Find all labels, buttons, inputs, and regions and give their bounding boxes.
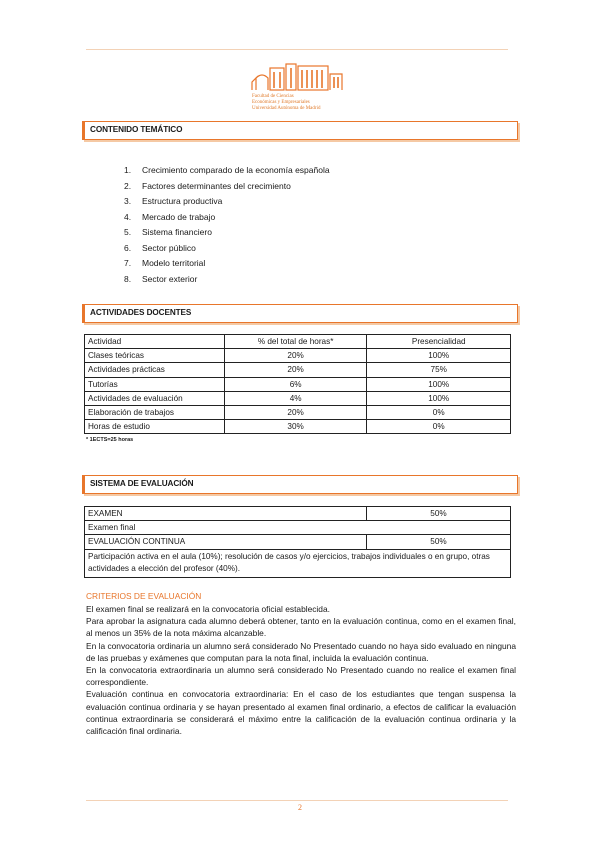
table-cell: Horas de estudio: [85, 420, 225, 434]
table-cell: 50%: [367, 535, 511, 549]
table-row: [85, 377, 511, 391]
list-item: [124, 212, 330, 228]
criteria-paragraph: En la convocatoria extraordinaria un alumno será considerado No Presentado cuando no realice el examen final correspondiente.: [86, 665, 516, 688]
table-cell: 20%: [224, 363, 367, 377]
table-row: [85, 507, 511, 521]
table-cell: EXAMEN: [85, 507, 367, 521]
evaluation-table: [84, 506, 511, 578]
criteria-paragraph: Para aprobar la asignatura cada alumno deberá obtener, tanto en la evaluación continua, como en el examen final, al menos un 35% de la nota máxima alcanzable.: [86, 616, 516, 639]
building-logo-icon: [250, 60, 350, 94]
table-cell: EVALUACIÓN CONTINUA: [85, 535, 367, 549]
table-cell: 20%: [224, 405, 367, 419]
topic-list: [124, 165, 330, 289]
logo-caption: [252, 94, 362, 112]
list-item: [124, 227, 330, 243]
table-row: [85, 521, 511, 535]
criteria-heading: CRITERIOS DE EVALUACIÓN: [86, 591, 202, 601]
table-row: [85, 549, 511, 577]
table-cell: Examen final: [85, 521, 511, 535]
table-cell: Actividades de evaluación: [85, 391, 225, 405]
table-row: [85, 349, 511, 363]
list-item: [124, 165, 330, 181]
criteria-paragraph: Evaluación continua en convocatoria extraordinaria: En el caso de los estudiantes que tengan suspensa la evaluación continua ordinaria y se hayan presentado al examen final ordinario, a efectos de calificar la evaluación continua extraordinaria se considerará el máximo entre la calificación de la evaluación continua ordinaria y la calificación final ordinaria.: [86, 689, 516, 737]
table-row: [85, 405, 511, 419]
table-row: [85, 420, 511, 434]
table-cell: Actividades prácticas: [85, 363, 225, 377]
topic-number: 5.: [124, 227, 132, 237]
logo-line: Facultad de Ciencias: [252, 94, 294, 99]
list-item: [124, 181, 330, 197]
topic-number: 1.: [124, 165, 132, 175]
logo-line: Económicas y Empresariales: [252, 100, 310, 105]
header-rule: [86, 49, 508, 50]
topic-number: 8.: [124, 273, 132, 284]
table-cell: 100%: [367, 349, 511, 363]
table-cell: 4%: [224, 391, 367, 405]
list-item: [124, 196, 330, 212]
section-heading-contenido: CONTENIDO TEMÁTICO: [82, 121, 518, 140]
list-item: [124, 274, 330, 290]
table-cell: 6%: [224, 377, 367, 391]
table-row: [85, 535, 511, 549]
table-row: [85, 391, 511, 405]
table-cell: Clases teóricas: [85, 349, 225, 363]
topic-text: Mercado de trabajo: [142, 211, 216, 222]
page-number: 2: [298, 803, 302, 812]
table-cell: 20%: [224, 349, 367, 363]
topic-text: Sistema financiero: [142, 227, 212, 237]
column-header: Presencialidad: [367, 335, 511, 349]
topic-number: 7.: [124, 258, 132, 268]
topic-number: 6.: [124, 242, 132, 253]
table-cell: 100%: [367, 377, 511, 391]
topic-text: Modelo territorial: [142, 258, 206, 268]
table-row: [85, 363, 511, 377]
topic-text: Factores determinantes del crecimiento: [142, 180, 291, 191]
table-cell: Tutorías: [85, 377, 225, 391]
topic-number: 3.: [124, 196, 132, 206]
topic-text: Sector exterior: [142, 273, 198, 284]
table-cell: 50%: [367, 507, 511, 521]
table-header-row: [85, 335, 511, 349]
table-cell: 0%: [367, 420, 511, 434]
ects-footnote: * 1ECTS=25 horas: [86, 437, 134, 443]
table-cell: Participación activa en el aula (10%); resolución de casos y/o ejercicios, trabajos individuales o en grupo, otras actividades a elección del profesor (40%).: [85, 549, 511, 577]
column-header: % del total de horas*: [224, 335, 367, 349]
table-cell: 30%: [224, 420, 367, 434]
topic-text: Sector público: [142, 242, 196, 253]
topic-number: 2.: [124, 180, 132, 191]
topic-text: Estructura productiva: [142, 196, 223, 206]
list-item: [124, 258, 330, 274]
table-cell: Elaboración de trabajos: [85, 405, 225, 419]
column-header: Actividad: [85, 335, 225, 349]
table-cell: 75%: [367, 363, 511, 377]
table-cell: 100%: [367, 391, 511, 405]
criteria-paragraph: El examen final se realizará en la convocatoria oficial establecida.: [86, 604, 330, 614]
criteria-paragraph: En la convocatoria ordinaria un alumno será considerado No Presentado cuando no haya sido evaluado en ninguna de las pruebas y exámenes que computan para la nota final, incluida la evaluación continua.: [86, 640, 516, 663]
criteria-body: [86, 603, 516, 737]
section-heading-evaluacion: SISTEMA DE EVALUACIÓN: [82, 475, 518, 494]
table-cell: 0%: [367, 405, 511, 419]
topic-number: 4.: [124, 211, 132, 222]
activities-table: [84, 334, 511, 434]
section-heading-actividades: ACTIVIDADES DOCENTES: [82, 304, 518, 323]
footer-rule: [86, 800, 508, 801]
list-item: [124, 243, 330, 259]
topic-text: Crecimiento comparado de la economía española: [142, 165, 330, 175]
logo-line: Universidad Autónoma de Madrid: [252, 106, 321, 111]
